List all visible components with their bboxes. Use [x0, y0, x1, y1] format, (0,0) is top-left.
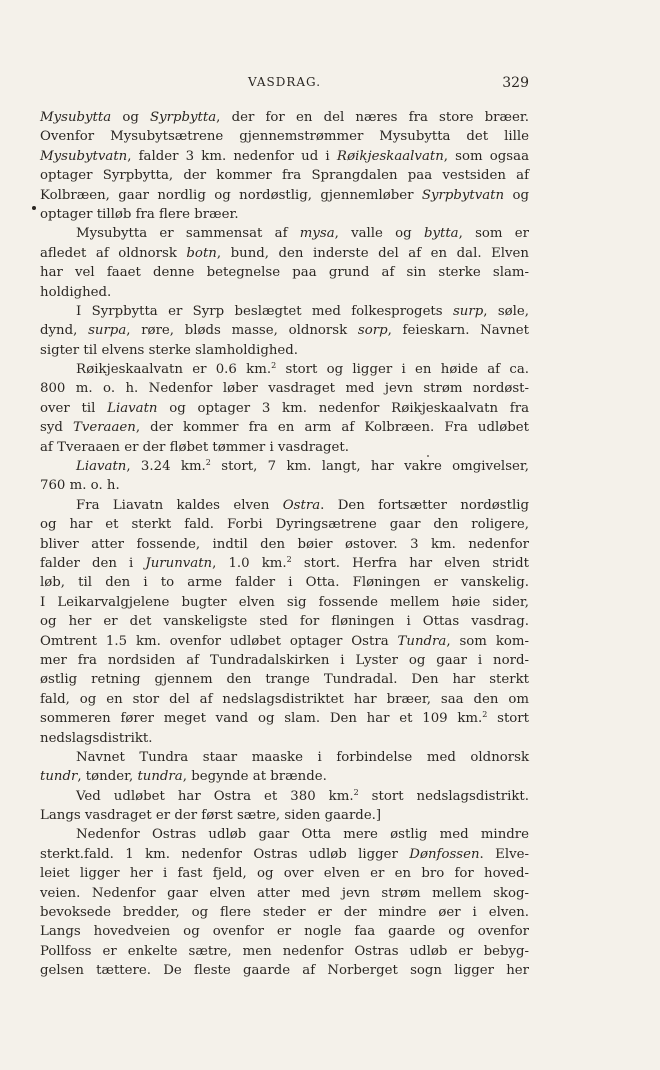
text-line: I Leikarvalgjelene bugter elven sig fossende mellem høie sider, — [40, 594, 529, 610]
text-line: gelsen tættere. De fleste gaarde af Norberget sogn ligger her — [40, 963, 529, 979]
text-line: og har et sterkt fald. Forbi Dyringsætrene gaar den roligere, — [40, 517, 529, 533]
running-title: VASDRAG. — [247, 75, 322, 89]
text-line: østlig retning gjennem den trange Tundradal. Den har sterkt — [40, 672, 529, 688]
text-line: Pollfoss er enkelte sætre, men nedenfor Ostras udløb er bebyg- — [40, 943, 529, 959]
text-line: har vel faaet denne betegnelse paa grund af sin sterke slam- — [40, 265, 529, 281]
text-line: Røikjeskaalvatn er 0.6 km.$^2$ stort og ligger i en høide af ca. — [76, 361, 529, 378]
text-line: dynd, surpa, røre, bløds masse, oldnorsk sorp, feieskarn. Navnet — [40, 323, 529, 339]
text-line: over til Liavatn og optager 3 km. nedenfor Røikjeskaalvatn fra — [40, 400, 530, 416]
text-line: syd Tveraaen, der kommer fra en arm af Kolbræen. Fra udløbet — [40, 420, 529, 436]
text-line: Langs hovedveien og ovenfor er nogle faa gaarde og ovenfor — [40, 924, 529, 940]
text-line: leiet ligger her i fast fjeld, og over elven er en bro for hoved- — [40, 866, 529, 882]
text-line: bevoksede bredder, og flere steder er der mindre øer i elven. — [40, 905, 529, 921]
text-line: Kolbræen, gaar nordlig og nordøstlig, gjennemløber Syrpbytvatn og — [40, 187, 530, 203]
page-number: 329 — [502, 75, 529, 91]
text-line: 760 m. o. h. — [40, 478, 120, 494]
body-text — [40, 108, 529, 981]
margin-mark — [32, 206, 36, 210]
text-line: tundr, tønder, tundra, begynde at brænde. — [40, 769, 327, 785]
text-line: falder den i Jurunvatn, 1.0 km.$^2$ stort. Herfra har elven stridt — [40, 554, 529, 571]
text-line: I Syrpbytta er Syrp beslægtet med folkesprogets surp, søle, — [76, 303, 529, 319]
text-line: fald, og en stor del af nedslagsdistriktet har bræer, saa den om — [40, 691, 529, 707]
text-line: sommeren fører meget vand og slam. Den har et 109 km.$^2$ stort — [40, 710, 529, 727]
text-line: 800 m. o. h. Nedenfor løber vasdraget med jevn strøm nordøst- — [40, 381, 529, 397]
text-line: Mysubytta er sammensat af mysa, valle og bytta, som er — [76, 226, 529, 242]
text-line: Liavatn, 3.24 km.$^2$ stort, 7 km. langt, har vakre omgivelser, — [76, 458, 530, 475]
text-line: og her er det vanskeligste sted for fløningen i Ottas vasdrag. — [40, 614, 529, 630]
text-line: Ovenfor Mysubytsætrene gjennemstrømmer Mysubytta det lille — [40, 129, 529, 145]
text-line: Nedenfor Ostras udløb gaar Otta mere østlig med mindre — [76, 827, 529, 843]
text-line: løb, til den i to arme falder i Otta. Fløningen er vanskelig. — [40, 575, 529, 591]
text-line: optager tilløb fra flere bræer. — [40, 206, 239, 222]
text-line: Mysubytvatn, falder 3 km. nedenfor ud i Røikjeskaalvatn, som ogsaa — [40, 148, 529, 164]
text-line: af Tveraaen er der fløbet tømmer i vasdraget. — [40, 439, 349, 455]
text-line: sigter til elvens sterke slamholdighed. — [40, 342, 299, 358]
text-line: Ved udløbet har Ostra et 380 km.$^2$ stort nedslagsdistrikt. — [76, 787, 529, 804]
text-line: bliver atter fossende, indtil den bøier østover. 3 km. nedenfor — [40, 536, 529, 552]
text-line: optager Syrpbytta, der kommer fra Sprangdalen paa vestsiden af — [40, 168, 529, 184]
text-line: Navnet Tundra staar maaske i forbindelse med oldnorsk — [76, 749, 529, 765]
text-line: Langs vasdraget er der først sætre, siden gaarde.] — [40, 808, 382, 824]
text-line: holdighed. — [40, 284, 112, 300]
text-line: nedslagsdistrikt. — [40, 730, 153, 746]
text-line: veien. Nedenfor gaar elven atter med jevn strøm mellem skog- — [40, 885, 529, 901]
text-line: Fra Liavatn kaldes elven Ostra. Den fortsætter nordøstlig — [76, 497, 529, 513]
text-line: sterkt.fald. 1 km. nedenfor Ostras udløb ligger Dønfossen. Elve- — [40, 846, 529, 862]
text-line: Omtrent 1.5 km. ovenfor udløbet optager Ostra Tundra, som kom- — [40, 633, 529, 649]
text-line: Mysubytta og Syrpbytta, der for en del næres fra store bræer. — [40, 110, 529, 125]
text-line: afledet af oldnorsk botn, bund, den inderste del af en dal. Elven — [40, 245, 529, 261]
text-line: mer fra nordsiden af Tundradalskirken i Lyster og gaar i nord- — [40, 652, 529, 668]
